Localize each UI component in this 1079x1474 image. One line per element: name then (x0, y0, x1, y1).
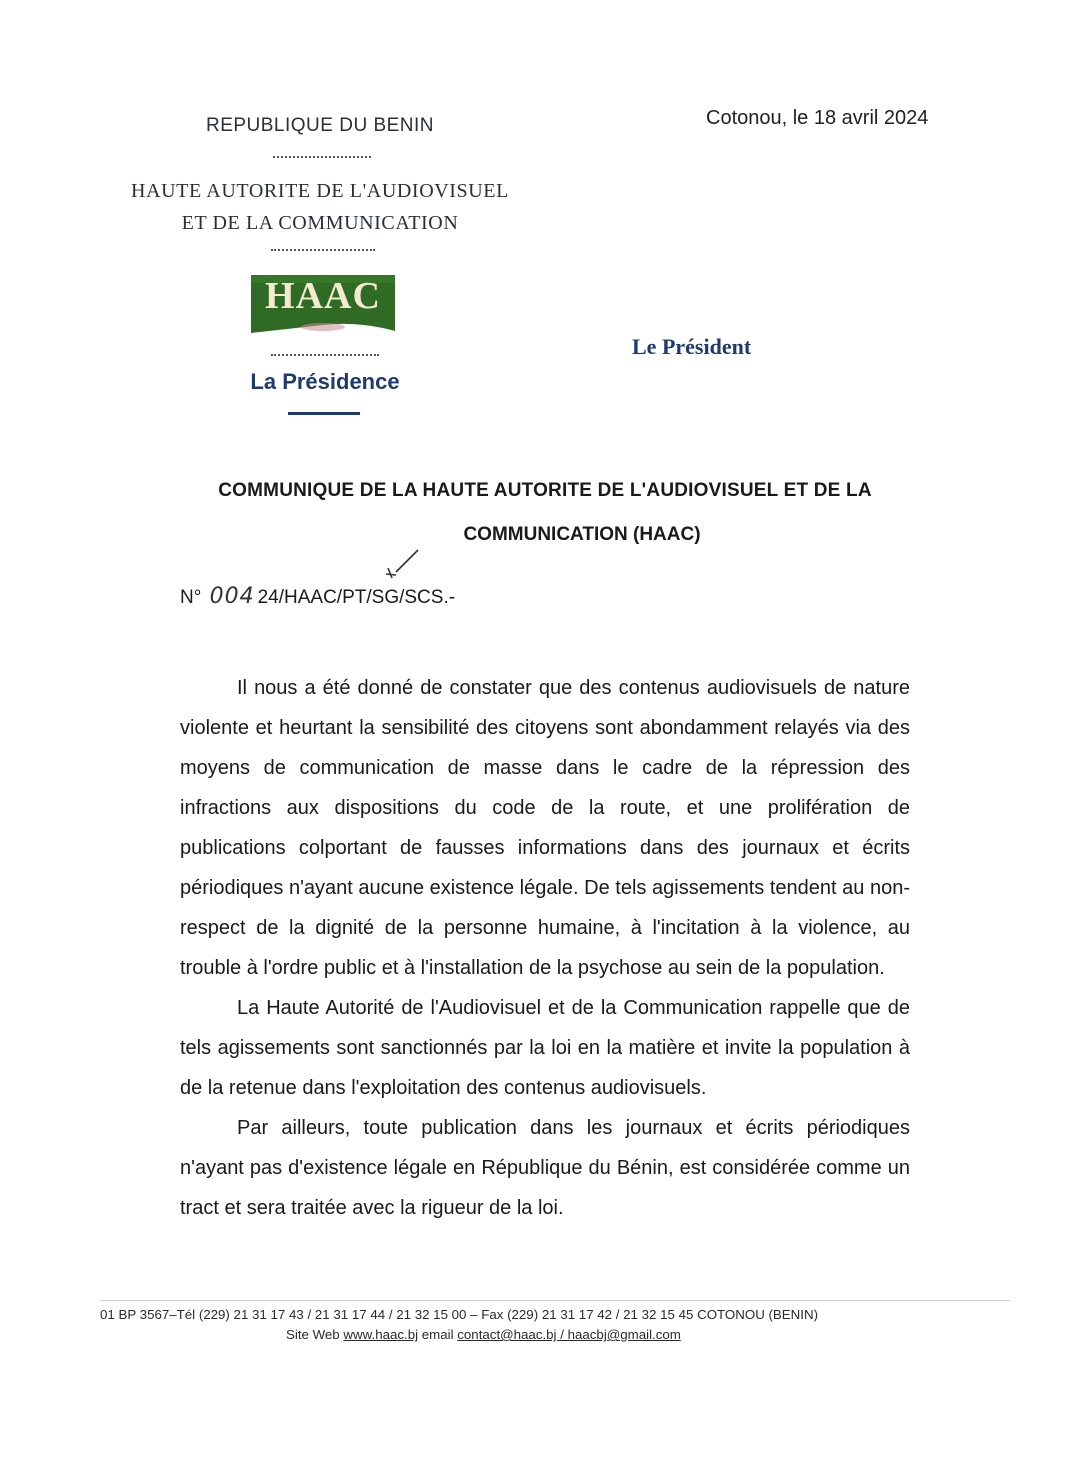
republic-heading: REPUBLIQUE DU BENIN (205, 115, 435, 136)
haac-logo (249, 271, 397, 335)
communique-body (180, 668, 910, 1228)
authority-line-2: ET DE LA COMMUNICATION (181, 212, 459, 234)
number-suffix: 24/HAAC/PT/SG/SCS.- (257, 587, 456, 608)
title-line-2-text: COMMUNICATION (HAAC) (463, 524, 701, 545)
footer-contact: 01 BP 3567–Tél (229) 21 31 17 43 / 21 31 17 44 / 21 32 15 00 – Fax (229) 21 31 17 42 / 21 32 15 45 COTONOU (BENIN) (100, 1307, 818, 1322)
divider (273, 156, 371, 158)
handwritten-number: 004 (209, 584, 255, 609)
logo-text: HAAC (265, 275, 381, 317)
divider (271, 249, 375, 251)
paragraph-3: Par ailleurs, toute publication dans les journaux et écrits périodiques n'ayant pas d'existence légale en République du Bénin, est considérée comme un tract et sera traitée avec la rigueur de la loi. (180, 1117, 910, 1219)
authority-line-1: HAUTE AUTORITE DE L'AUDIOVISUEL (131, 180, 509, 202)
date-line: Cotonou, le 18 avril 2024 (706, 107, 929, 129)
title-line-1: COMMUNIQUE DE LA HAUTE AUTORITE DE L'AUDIOVISUEL ET DE LA (218, 480, 872, 501)
reference-number (180, 584, 455, 609)
footer-divider (100, 1300, 1010, 1301)
handwritten-mark (382, 548, 422, 586)
presidence-label: La Présidence (250, 369, 400, 394)
email-label: email (421, 1327, 454, 1342)
paragraph-2: La Haute Autorité de l'Audiovisuel et de la Communication rappelle que de tels agissements sont sanctionnés par la loi en la matière et invite la population à de la retenue dans l'exploitation des contenus audiovisuels. (180, 997, 910, 1099)
haac-logo-graphic (249, 271, 397, 335)
presidence-underline (288, 412, 360, 415)
president-label: Le Président (632, 334, 752, 359)
site-label: Site Web (286, 1327, 340, 1342)
divider (271, 354, 379, 356)
paragraph-1: Il nous a été donné de constater que des contenus audiovisuels de nature violente et heurtant la sensibilité des citoyens sont abondamment relayés via des moyens de communication de masse dans le cadre de la répression des infractions aux dispositions du code de la route, et une prolifération de publications colportant de fausses informations dans des journaux et écrits périodiques n'ayant aucune existence légale. De tels agissements tendent au non-respect de la dignité de la personne humaine, à l'incitation à la violence, au trouble à l'ordre public et à l'installation de la psychose au sein de la population. (180, 677, 910, 979)
title-line-2 (160, 524, 930, 546)
email-links[interactable]: contact@haac.bj / haacbj@gmail.com (457, 1327, 681, 1342)
authority-heading (110, 175, 530, 239)
footer-web (286, 1327, 681, 1342)
site-link[interactable]: www.haac.bj (343, 1327, 419, 1342)
number-prefix: N° (180, 587, 202, 608)
